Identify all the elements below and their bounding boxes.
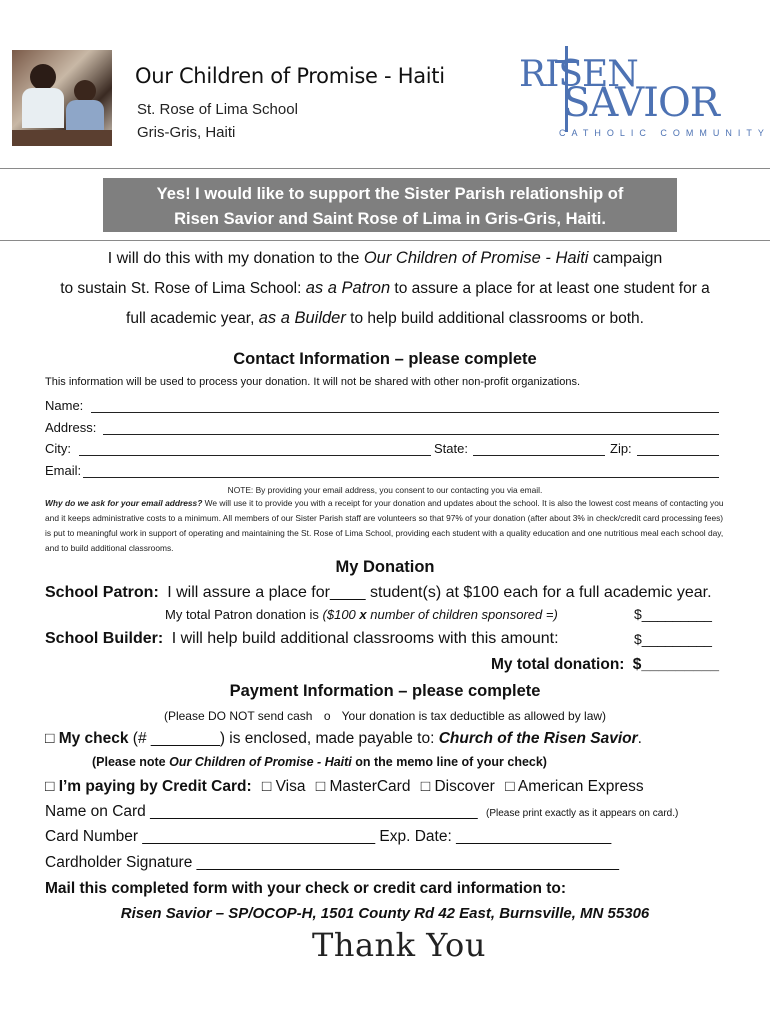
intro-line-3: full academic year, as a Builder to help build additional classrooms or both. bbox=[126, 309, 644, 327]
memo-note: (Please note Our Children of Promise - Haiti on the memo line of your check) bbox=[92, 755, 547, 769]
patron-label: School Patron: bbox=[45, 584, 159, 601]
builder-row[interactable] bbox=[45, 630, 559, 648]
banner-line-1: Yes! I would like to support the Sister Parish relationship of bbox=[156, 185, 624, 203]
zip-label: Zip: bbox=[610, 441, 632, 456]
intro-line-1: I will do this with my donation to the Our Children of Promise - Haiti campaign bbox=[107, 249, 663, 267]
card-amex[interactable]: □ American Express bbox=[505, 778, 644, 795]
email-note: NOTE: By providing your email address, you consent to our contacting you via email. bbox=[227, 485, 543, 495]
check-option[interactable]: □ My check (# ________) is enclosed, made payable to: Church of the Risen Savior. bbox=[45, 730, 642, 747]
state-label: State: bbox=[434, 441, 468, 456]
logo-subtitle: CATHOLIC COMMUNITY bbox=[559, 128, 770, 138]
patron-row[interactable] bbox=[45, 584, 712, 602]
name-label: Name: bbox=[45, 398, 84, 413]
credit-card-label: I’m paying by Credit Card: bbox=[58, 778, 252, 795]
email-label: Email: bbox=[45, 463, 82, 478]
address-label: Address: bbox=[45, 420, 97, 435]
divider-bottom bbox=[0, 240, 770, 241]
total-label: My total donation: bbox=[491, 656, 625, 673]
logo-risen: RISEN bbox=[519, 54, 638, 95]
mailing-address: Risen Savior – SP/OCOP-H, 1501 County Rd 42 East, Burnsville, MN 55306 bbox=[120, 905, 650, 922]
signature-field[interactable]: Cardholder Signature _________________________________________________ bbox=[45, 854, 620, 871]
card-discover[interactable]: □ Discover bbox=[420, 778, 495, 795]
credit-card-option[interactable] bbox=[45, 778, 644, 796]
total-amount[interactable]: $_________ bbox=[632, 656, 719, 673]
email-explanation: Why do we ask for your email address? We will use it to provide you with a receipt for your donation and updates about the school. It is also the lowest cost means of contacting you and it keeps administrative costs to a minimum. All members of our Sister Parish staff are volunteers so that 97% of your donation (after about 3% in check/credit card processing fees) is put to meaningful work in support of operating and maintaining the St. Rose of Lima School, providing each student with a quality education and one nutritious meal each school day, and to build additional classrooms. bbox=[45, 498, 724, 553]
card-visa[interactable]: □ Visa bbox=[261, 778, 306, 795]
builder-amount[interactable]: $_________ bbox=[634, 631, 712, 647]
payment-subnote: (Please DO NOT send cash o Your donation is tax deductible as allowed by law) bbox=[163, 709, 607, 723]
email-field[interactable] bbox=[45, 463, 719, 478]
name-on-card-hint: (Please print exactly as it appears on card.) bbox=[486, 808, 679, 819]
city-state-zip-field[interactable] bbox=[45, 441, 719, 456]
card-mastercard[interactable]: □ MasterCard bbox=[315, 778, 411, 795]
thank-you: Thank You bbox=[312, 926, 486, 964]
header-photo bbox=[12, 50, 112, 146]
city-label: City: bbox=[45, 441, 71, 456]
divider-top bbox=[0, 168, 770, 169]
builder-text: I will help build additional classrooms with this amount: bbox=[171, 630, 559, 647]
patron-amount[interactable]: $_________ bbox=[634, 606, 712, 622]
credit-card-checkbox[interactable]: □ bbox=[45, 778, 55, 795]
school-name: St. Rose of Lima School bbox=[137, 101, 298, 118]
contact-info: This information will be used to process your donation. It will not be shared with other non-profit organizations. bbox=[45, 376, 581, 388]
name-field[interactable] bbox=[45, 398, 719, 413]
card-number-field[interactable]: Card Number ___________________________ Exp. Date: __________________ bbox=[45, 828, 612, 845]
intro-line-2: to sustain St. Rose of Lima School: as a Patron to assure a place for at least one student for a bbox=[60, 279, 710, 297]
logo-savior: SAVIOR bbox=[563, 80, 719, 126]
risen-savior-logo bbox=[515, 44, 770, 144]
mail-instructions: Mail this completed form with your check or credit card information to: bbox=[45, 880, 567, 897]
name-on-card-field[interactable]: Name on Card ______________________________________ (Please print exactly as it appears on card.) bbox=[45, 803, 679, 820]
page-title: Our Children of Promise - Haiti bbox=[135, 64, 445, 88]
payment-heading: Payment Information – please complete bbox=[229, 682, 541, 700]
check-checkbox[interactable]: □ bbox=[45, 730, 55, 747]
address-field[interactable] bbox=[45, 420, 719, 435]
contact-heading: Contact Information – please complete bbox=[233, 350, 537, 368]
banner-line-2: Risen Savior and Saint Rose of Lima in Gris-Gris, Haiti. bbox=[174, 210, 606, 228]
donation-heading: My Donation bbox=[335, 558, 435, 576]
patron-total-row: My total Patron donation is ($100 x number of children sponsored =) bbox=[165, 607, 558, 622]
patron-text: I will assure a place for____ student(s) at $100 each for a full academic year. bbox=[167, 584, 712, 601]
total-row[interactable] bbox=[491, 656, 719, 674]
school-location: Gris-Gris, Haiti bbox=[137, 124, 236, 141]
builder-label: School Builder: bbox=[45, 630, 164, 647]
